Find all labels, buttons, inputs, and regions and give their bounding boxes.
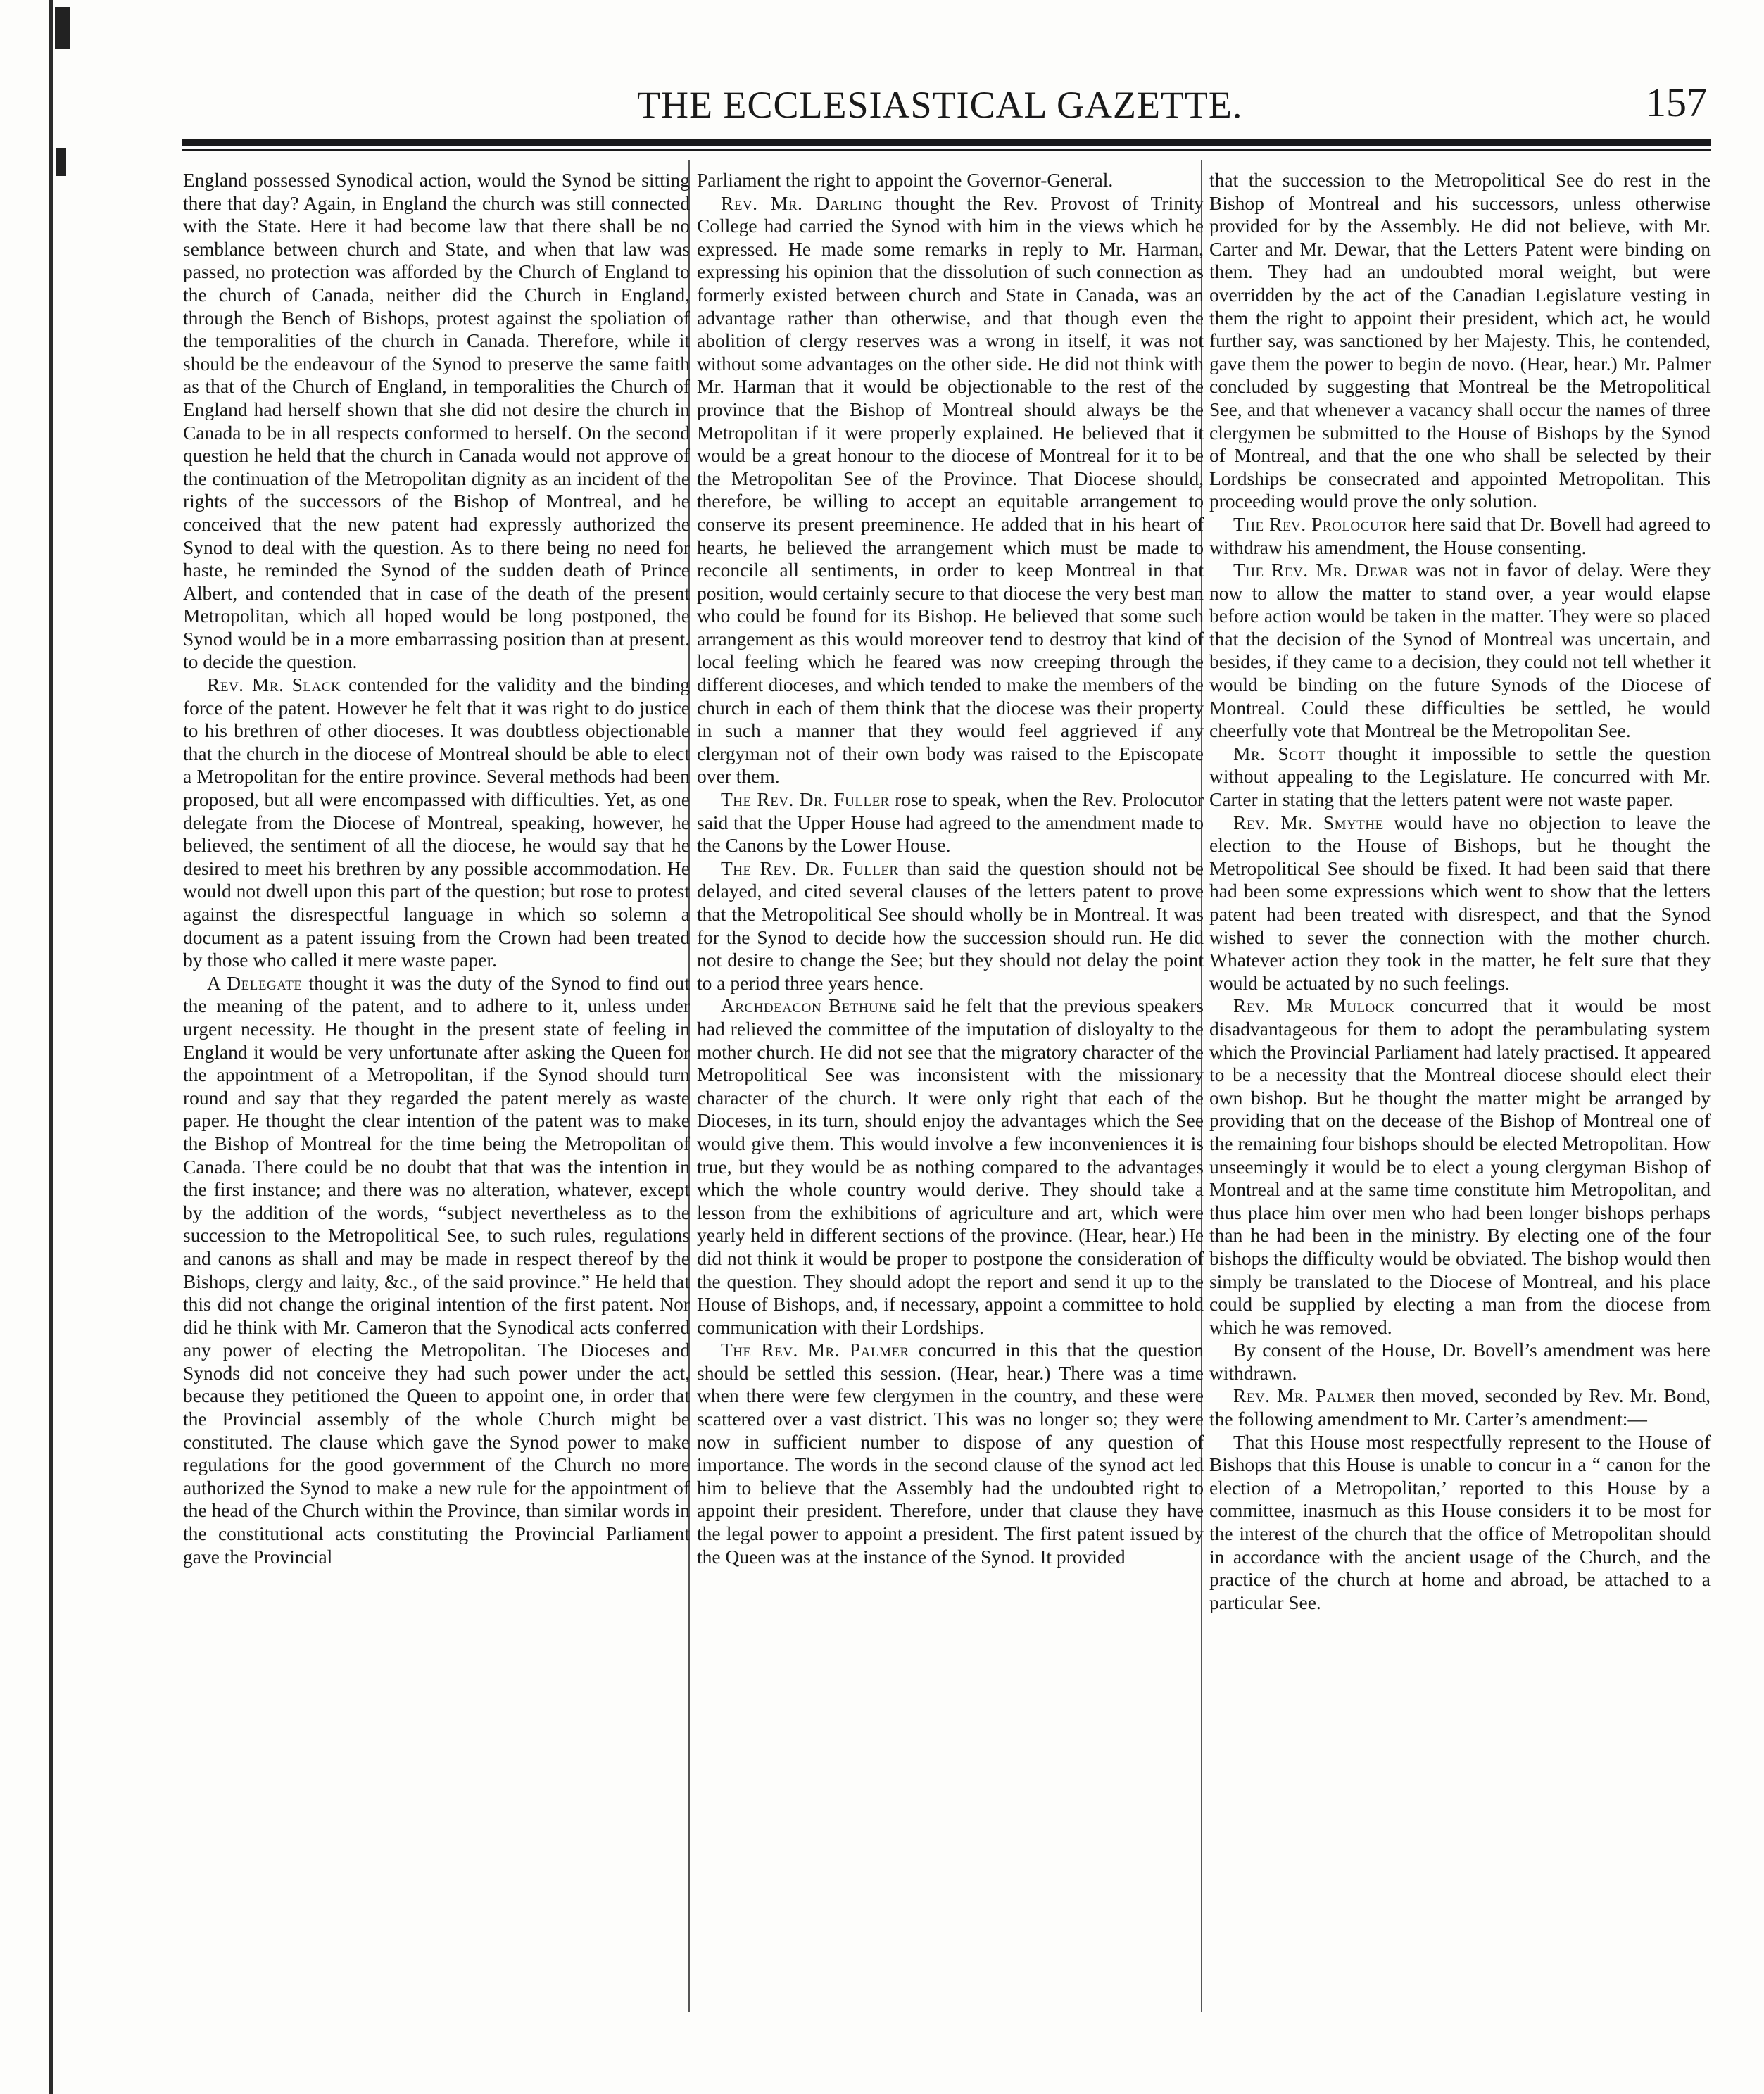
paragraph-text: concurred in this that the question should be settled this session. (Hear, hear.) There was a time when there were few clergymen in the country, and these were scattered over a vast district. This was no longer so; they were now in sufficient number to dispose of any question of importance. The words in the second clause of the synod act led him to believe that the Assembly had the undoubted right to appoint their president. Therefore, under that clause they have the legal power to appoint a president. The first patent issued by the Queen was at the instance of the Synod. It provided: [697, 1339, 1204, 1568]
paragraph-text: By consent of the House, Dr. Bovell’s amendment was here withdrawn.: [1209, 1339, 1711, 1384]
paragraph-text: that the succession to the Metropolitical See do rest in the Bishop of Montreal and his successors, unless otherwise provided for by the Assembly. He did not believe, with Mr. Carter and Mr. Dewar, that the Letters Patent were binding on them. They had an undoubted moral weight, but were overridden by the act of the Canadian Legislature vesting in them the right to appoint their president, which act, he would further say, was sanctioned by her Majesty. This, he contended, gave them the power to begin de novo. (Hear, hear.) Mr. Palmer concluded by suggesting that Montreal be the Metropolitical See, and that whenever a vacancy shall occur the names of three clergymen be submitted to the House of Bishops by the Synod of Montreal, and that the one who shall be selected by their Lordships be consecrated and appointed Metropolitan. This proceeding would prove the only solution.: [1209, 169, 1711, 512]
article-paragraph: [697, 169, 1204, 192]
text-column-3: [1209, 169, 1711, 1614]
speaker-name: Rev. Mr. Smythe: [1233, 811, 1384, 833]
paragraph-text: would have no objection to leave the election to the House of Bishops, but he thought the Metropolitical See should be fixed. It had been said that there had been some expressions which went to show that the letters patent had been treated with disrespect, and that the Synod wished to sever the connection with the mother church. Whatever action they took in the matter, he felt sure that they would be actuated by no such feelings.: [1209, 811, 1711, 994]
binding-mark: [56, 148, 66, 176]
speaker-name: The Rev. Dr. Fuller: [721, 857, 899, 879]
article-paragraph: [1209, 1431, 1711, 1615]
paragraph-text: thought it impossible to settle the question without appealing to the Legislature. He concurred with Mr. Carter in stating that the letters patent were not waste paper.: [1209, 742, 1711, 811]
binding-mark: [55, 7, 70, 49]
page-binding-edge: [0, 0, 77, 2094]
paragraph-text: rose to speak, when the Rev. Prolocutor said that the Upper House had agreed to the amendment made to the Canons by the Lower House.: [697, 788, 1204, 857]
article-paragraph: [183, 972, 690, 1568]
paragraph-text: said he felt that the previous speakers had relieved the committee of the imputation of disloyalty to the mother church. He did not see that the migratory character of the Metropolitical See was inconsistent with the missionary character of the church. It were only right that each of the Dioceses, in its turn, should enjoy the advantages which the See would give them. This would involve a few inconveniences it is true, but they would be as nothing compared to the advantages which the whole country would derive. They should take a lesson from the exhibitions of agriculture and art, which were yearly held in different sections of the province. (Hear, hear.) He did not think it would be proper to postpone the consideration of the question. They should adopt the report and send it up to the House of Bishops, and, if necessary, appoint a committee to hold communication with their Lordships.: [697, 995, 1204, 1338]
speaker-name: A Delegate: [207, 971, 303, 994]
speaker-name: Archdeacon Bethune: [721, 995, 897, 1017]
header-rule-thick: [182, 139, 1711, 146]
publication-title: THE ECCLESIASTICAL GAZETTE.: [637, 84, 1243, 126]
article-paragraph: [1209, 812, 1711, 995]
article-paragraph: [697, 1339, 1204, 1568]
binding-line: [49, 0, 53, 2094]
paragraph-text: concurred that it would be most disadvantageous for them to adopt the perambulating system which the Provincial Parliament had lately practised. It appeared to be a necessity that the Montreal diocese should elect their own bishop. But he thought the matter might be arranged by providing that on the decease of the Bishop of Montreal one of the remaining four bishops should be elected Metropolitan. How unseemingly it would be to elect a young clergyman Bishop of Montreal and at the same time constitute him Metropolitan, and thus place him over men who had been longer bishops perhaps than he had been in the ministry. By electing one of the four bishops the difficulty would be obviated. The bishop would then simply be translated to the Diocese of Montreal, and his place could be supplied by electing a man from the diocese from which he was removed.: [1209, 995, 1711, 1338]
speaker-name: The Rev. Mr. Dewar: [1233, 559, 1409, 581]
page-number: 157: [1646, 80, 1707, 125]
speaker-name: Rev. Mr. Slack: [207, 674, 341, 696]
paragraph-text: then moved, seconded by Rev. Mr. Bond, the following amendment to Mr. Carter’s amendment:—: [1209, 1385, 1711, 1430]
speaker-name: Rev. Mr. Palmer: [1233, 1385, 1375, 1407]
paragraph-text: than said the question should not be delayed, and cited several clauses of the letters patent to prove that the Metropolitical See should wholly be in Montreal. It was for the Synod to decide how the succession should run. He did not desire to change the See; but they should not delay the point to a period three years hence.: [697, 857, 1204, 994]
speaker-name: The Rev. Prolocutor: [1233, 512, 1408, 535]
speaker-name: The Rev. Dr. Fuller: [721, 788, 890, 811]
article-paragraph: [183, 674, 690, 972]
paragraph-text: was not in favor of delay. Were they now to allow the matter to stand over, a year would elapse before action would be taken in the matter. They were so placed that the decision of the Synod of Montreal was uncertain, and besides, if they came to a decision, they could not tell whether it would be binding on the future Synods of the Diocese of Montreal. Could these difficulties be settled, he would cheerfully vote that Montreal be the Metropolitan See.: [1209, 559, 1711, 742]
speaker-name: Mr. Scott: [1233, 742, 1325, 764]
speaker-name: Rev. Mr Mulock: [1233, 995, 1395, 1017]
article-paragraph: [183, 169, 690, 674]
article-paragraph: [1209, 1385, 1711, 1430]
article-paragraph: [1209, 559, 1711, 743]
article-paragraph: [697, 995, 1204, 1339]
speaker-name: The Rev. Mr. Palmer: [721, 1339, 909, 1361]
text-column-1: [183, 169, 690, 1568]
paragraph-text: here said that Dr. Bovell had agreed to withdraw his amendment, the House consenting.: [1209, 512, 1711, 558]
paragraph-text: thought the Rev. Provost of Trinity College had carried the Synod with him in the views which he expressed. He made some remarks in reply to Mr. Harman, expressing his opinion that the dissolution of such connection as formerly existed between church and State in Canada, was an advantage rather than otherwise, and that though even the abolition of clergy reserves was a wrong in itself, it was not without some advantages on the other side. He did not think with Mr. Harman that it would be objectionable to the rest of the province that the Bishop of Montreal should always be the Metropolitan if it were properly explained. He believed that it would be a great honour to the diocese of Montreal for it to be the Metropolitan See of the Province. That Diocese should, therefore, be willing to accept an equitable arrangement to conserve its present preeminence. He added that in his heart of hearts, he believed the arrangement which must be made to reconcile all sentiments, in order to keep Montreal in that position, would certainly secure to that diocese the very best man who could be found for its Bishop. He believed that some such arrangement as this would moreover tend to destroy that kind of local feeling which he feared was now creeping through the different dioceses, and which tended to make the members of the church in each of them think that the diocese was their property in such a manner that they would feel aggrieved if any clergyman not of their own body was raised to the Episcopate over them.: [697, 191, 1204, 788]
paragraph-text: Parliament the right to appoint the Governor-General.: [697, 169, 1114, 191]
paragraph-text: That this House most respectfully represent to the House of Bishops that this House is unable to concur in a “ canon for the election of a Metropolitan,’ reported to this House by a committee, inasmuch as this House considers it to be most for the interest of the church that the office of Metropolitan should in accordance with the ancient usage of the Church, and the practice of the church at home and abroad, be attached to a particular See.: [1209, 1430, 1711, 1613]
header-rule-thin: [182, 149, 1711, 151]
article-paragraph: [1209, 743, 1711, 812]
article-paragraph: [1209, 995, 1711, 1339]
page-header: [179, 79, 1707, 135]
paragraph-text: England possessed Synodical action, would the Synod be sitting there that day? Again, in England the church was still connected with the State. Here it had become law that there shall be no semblance between church and State, and when that law was passed, no protection was afforded by the Church of England to the church of Canada, neither did the Church in England, through the Bench of Bishops, protest against the spoliation of the temporalities of the church in Canada. Therefore, while it should be the endeavour of the Synod to preserve the same faith as that of the Church of England, in temporalities the Church of England had herself shown that she did not desire the church in Canada to be in all respects conformed to herself. On the second question he held that the church in Canada would not approve of the continuation of the Metropolitan dignity as an incident of the rights of the successors of the Bishop of Montreal, and he conceived that the new patent had expressly authorized the Synod to deal with the question. As to there being no need for haste, he reminded the Synod of the sudden death of Prince Albert, and contended that in case of the death of the present Metropolitan, which all hoped would be long postponed, the Synod would be in a more embarrassing position than at present. to decide the question.: [183, 169, 690, 673]
paragraph-text: contended for the validity and the binding force of the patent. However he felt that it was right to do justice to his brethren of other dioceses. It was doubtless objectionable that the church in the diocese of Montreal should be able to elect a Metropolitan for the entire province. Several methods had been proposed, but all were encompassed with difficulties. Yet, as one delegate from the Diocese of Montreal, speaking, however, he believed, the sentiment of all the diocese, he would say that he desired to meet his brethren by any possible accommodation. He would not dwell upon this part of the question; but rose to protest against the disrespectful language in which so solemn a document as a patent issuing from the Crown had been treated by those who called it mere waste paper.: [183, 674, 690, 971]
article-paragraph: [1209, 513, 1711, 559]
speaker-name: Rev. Mr. Darling: [721, 191, 883, 214]
article-paragraph: [697, 788, 1204, 857]
text-column-2: [697, 169, 1204, 1568]
article-paragraph: [1209, 169, 1711, 513]
paragraph-text: thought it was the duty of the Synod to find out the meaning of the patent, and to adhere to it, unless under urgent necessity. He thought in the present state of feeling in England it would be very unfortunate after asking the Queen for the appointment of a Metropolitan, if the Synod should turn round and say that they regarded the patent merely as waste paper. He thought the clear intention of the patent was to make the Bishop of Montreal for the time being the Metropolitan of Canada. There could be no doubt that that was the intention in the first instance; and there was no alteration, whatever, except by the addition of the words, “subject nevertheless as to the succession to the Metropolitical See, to such rules, regulations and canons as shall and may be made in respect thereof by the Bishops, clergy and laity, &c., of the said province.” He held that this did not change the original intention of the first patent. Nor did he think with Mr. Cameron that the Synodical acts conferred any power of electing the Metropolitan. The Dioceses and Synods did not conceive they had such power under the act, because they petitioned the Queen to appoint one, in order that the Provincial assembly of the whole Church might be constituted. The clause which gave the Synod power to make regulations for the good government of the Church no more authorized the Synod to make a new rule for the appointment of the head of the Church within the Province, than similar words in the constitutional acts constituting the Provincial Parliament gave the Provincial: [183, 971, 690, 1568]
article-paragraph: [697, 857, 1204, 995]
article-paragraph: [697, 192, 1204, 788]
article-paragraph: [1209, 1339, 1711, 1385]
